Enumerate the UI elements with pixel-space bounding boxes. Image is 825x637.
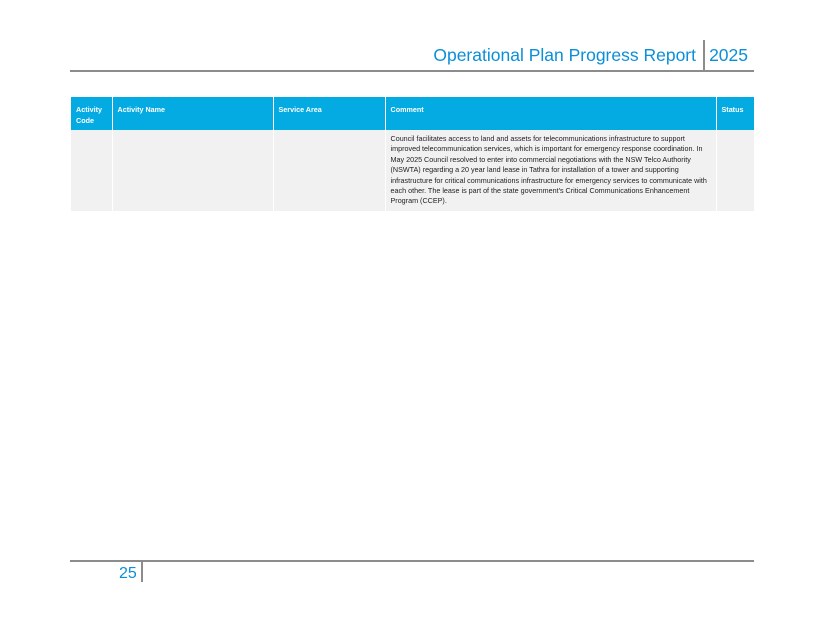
footer-separator bbox=[141, 562, 143, 582]
col-status: Status bbox=[716, 97, 754, 130]
table-header-row bbox=[71, 97, 754, 130]
page-header bbox=[70, 40, 754, 72]
table-row bbox=[71, 130, 754, 211]
col-activity-name: Activity Name bbox=[112, 97, 273, 130]
cell-status bbox=[716, 130, 754, 211]
cell-activity-code bbox=[71, 130, 112, 211]
page-number: 25 bbox=[119, 565, 137, 582]
cell-service-area bbox=[273, 130, 385, 211]
report-title: Operational Plan Progress Report bbox=[433, 45, 696, 65]
col-comment: Comment bbox=[385, 97, 716, 130]
footer-divider bbox=[70, 560, 754, 562]
header-separator bbox=[703, 40, 705, 70]
cell-activity-name bbox=[112, 130, 273, 211]
activity-table bbox=[71, 97, 754, 211]
report-year: 2025 bbox=[709, 45, 748, 65]
cell-comment: Council facilitates access to land and assets for telecommunications infrastructure to support improved telecommunication services, which is important for emergency response coordination. In May 2025 Council resolved to enter into commercial negotiations with the NSW Telco Authority (NSWTA) regarding a 20 year land lease in Tathra for installation of a tower and supporting infrastructure for critical communications infrastructure for emergency services to communicate with each other. The lease is part of the state government's Critical Communications Enhancement Program (CCEP). bbox=[385, 130, 716, 211]
col-service-area: Service Area bbox=[273, 97, 385, 130]
col-activity-code: Activity Code bbox=[71, 97, 112, 130]
